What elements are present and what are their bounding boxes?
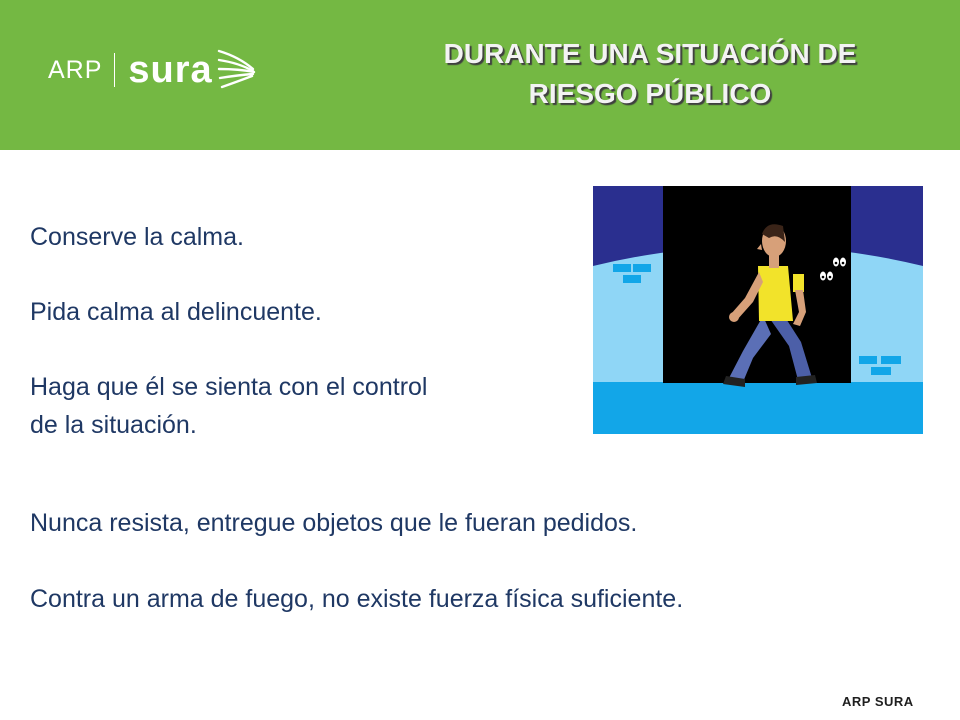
advice-never-resist: Nunca resista, entregue objetos que le fueran pedidos. — [30, 509, 638, 537]
logo-sura-text: sura — [128, 48, 213, 91]
advice-let-control-line1: Haga que él se sienta con el control — [30, 373, 428, 401]
footer-brand: ARP SURA — [842, 694, 914, 709]
sura-rays-icon — [217, 45, 257, 95]
arp-sura-logo — [48, 40, 257, 100]
header-bar — [0, 0, 960, 150]
advice-keep-calm: Conserve la calma. — [30, 223, 244, 251]
advice-firearm: Contra un arma de fuego, no existe fuerza física suficiente. — [30, 585, 684, 613]
slide-title — [380, 34, 920, 114]
advice-let-control-line2: de la situación. — [30, 411, 197, 439]
logo-arp-text: ARP — [48, 55, 103, 84]
title-line-2: RIESGO PÚBLICO — [528, 78, 772, 109]
advice-ask-calm: Pida calma al delincuente. — [30, 298, 322, 326]
man-walking-dark-doorway-illustration — [593, 186, 923, 434]
logo-divider — [114, 53, 115, 87]
title-line-1: DURANTE UNA SITUACIÓN DE — [443, 38, 857, 69]
